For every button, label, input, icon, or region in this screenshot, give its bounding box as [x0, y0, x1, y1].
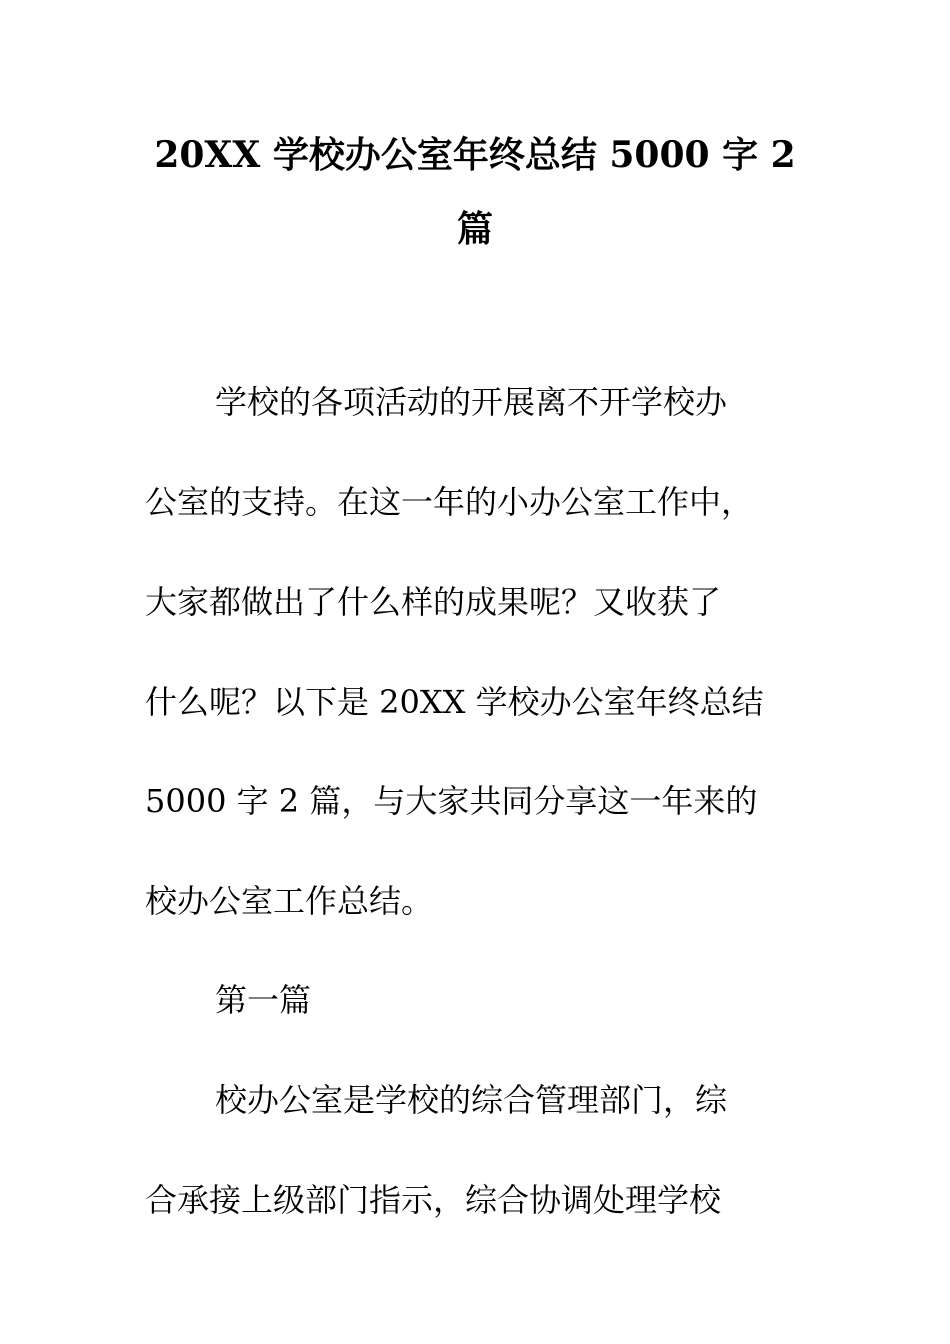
paragraph-line: 大家都做出了什么样的成果呢？又收获了 — [145, 583, 722, 621]
paragraph-line: 公室的支持。在这一年的小办公室工作中， — [145, 483, 754, 521]
paragraph-line: 合承接上级部门指示，综合协调处理学校 — [145, 1181, 722, 1219]
paragraph-line: 校办公室工作总结。 — [145, 882, 434, 920]
paragraph-line: 校办公室是学校的综合管理部门，综 — [215, 1081, 728, 1119]
document-title: 20XX 学校办公室年终总结 5000 字 2 篇 — [154, 134, 796, 250]
paragraph-line: 学校的各项活动的开展离不开学校办 — [215, 383, 728, 421]
paragraph-line: 5000 字 2 篇，与大家共同分享这一年来的 — [145, 782, 758, 820]
section-heading: 第一篇 — [215, 981, 312, 1019]
paragraph-line: 什么呢？以下是 20XX 学校办公室年终总结 — [145, 683, 764, 721]
